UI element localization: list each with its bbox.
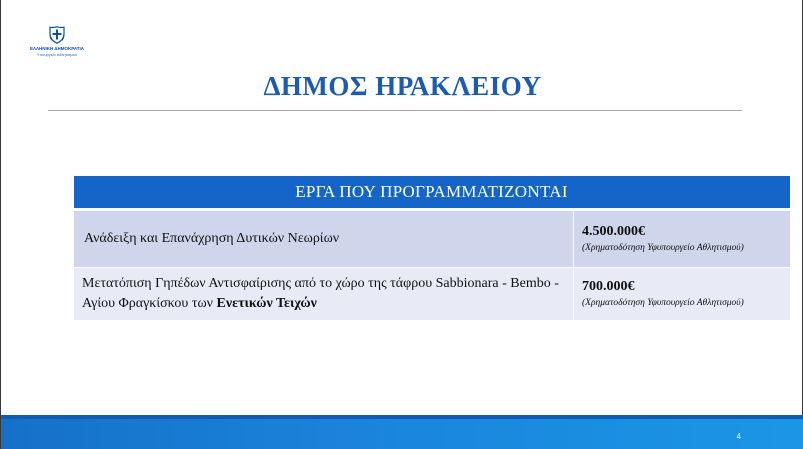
logo-ministry-text: Υπουργείο Αθλητισμού <box>36 52 78 57</box>
project-funding-source: (Χρηματοδότηση Υφυπουργείο Αθλητισμού) <box>582 243 744 253</box>
table-row <box>74 210 790 268</box>
logo-country-text: ΕΛΛΗΝΙΚΗ ΔΗΜΟΚΡΑΤΙΑ <box>29 46 85 51</box>
page-title: ΔΗΜΟΣ ΗΡΑΚΛΕΙΟΥ <box>263 71 542 101</box>
project-amount-cell <box>574 210 790 268</box>
ministry-logo <box>27 26 87 57</box>
title-divider <box>48 110 742 111</box>
project-description: Ανάδειξη και Επανάχρηση Δυτικών Νεωρίων <box>84 231 340 246</box>
project-amount-cell <box>574 268 790 321</box>
project-amount: 4.500.000€ <box>582 224 645 239</box>
project-description-text: Μετατόπιση Γηπέδων Αντισφαίρισης από το χώρο της τάφρου Sabbionara - Bembo - Αγίου Φραγκίσκου των <box>82 276 559 311</box>
project-description-cell <box>74 210 574 268</box>
page-number: 4 <box>736 432 741 441</box>
table-header: ΕΡΓΑ ΠΟΥ ΠΡΟΓΡΑΜΜΑΤΙΖΟΝΤΑΙ <box>74 176 790 210</box>
projects-table <box>73 176 790 320</box>
greek-coat-of-arms-icon <box>49 26 65 44</box>
table-row <box>74 268 790 321</box>
footer-bar-accent <box>1 415 803 419</box>
footer-bar <box>1 415 803 449</box>
project-amount: 700.000€ <box>582 279 635 294</box>
project-description-cell <box>74 268 574 321</box>
project-funding-source: (Χρηματοδότηση Υφυπουργείο Αθλητισμού) <box>582 298 744 308</box>
project-description <box>82 274 565 314</box>
table-header-row <box>74 176 790 210</box>
project-description-emphasis: Ενετικών Τειχών <box>216 296 317 311</box>
